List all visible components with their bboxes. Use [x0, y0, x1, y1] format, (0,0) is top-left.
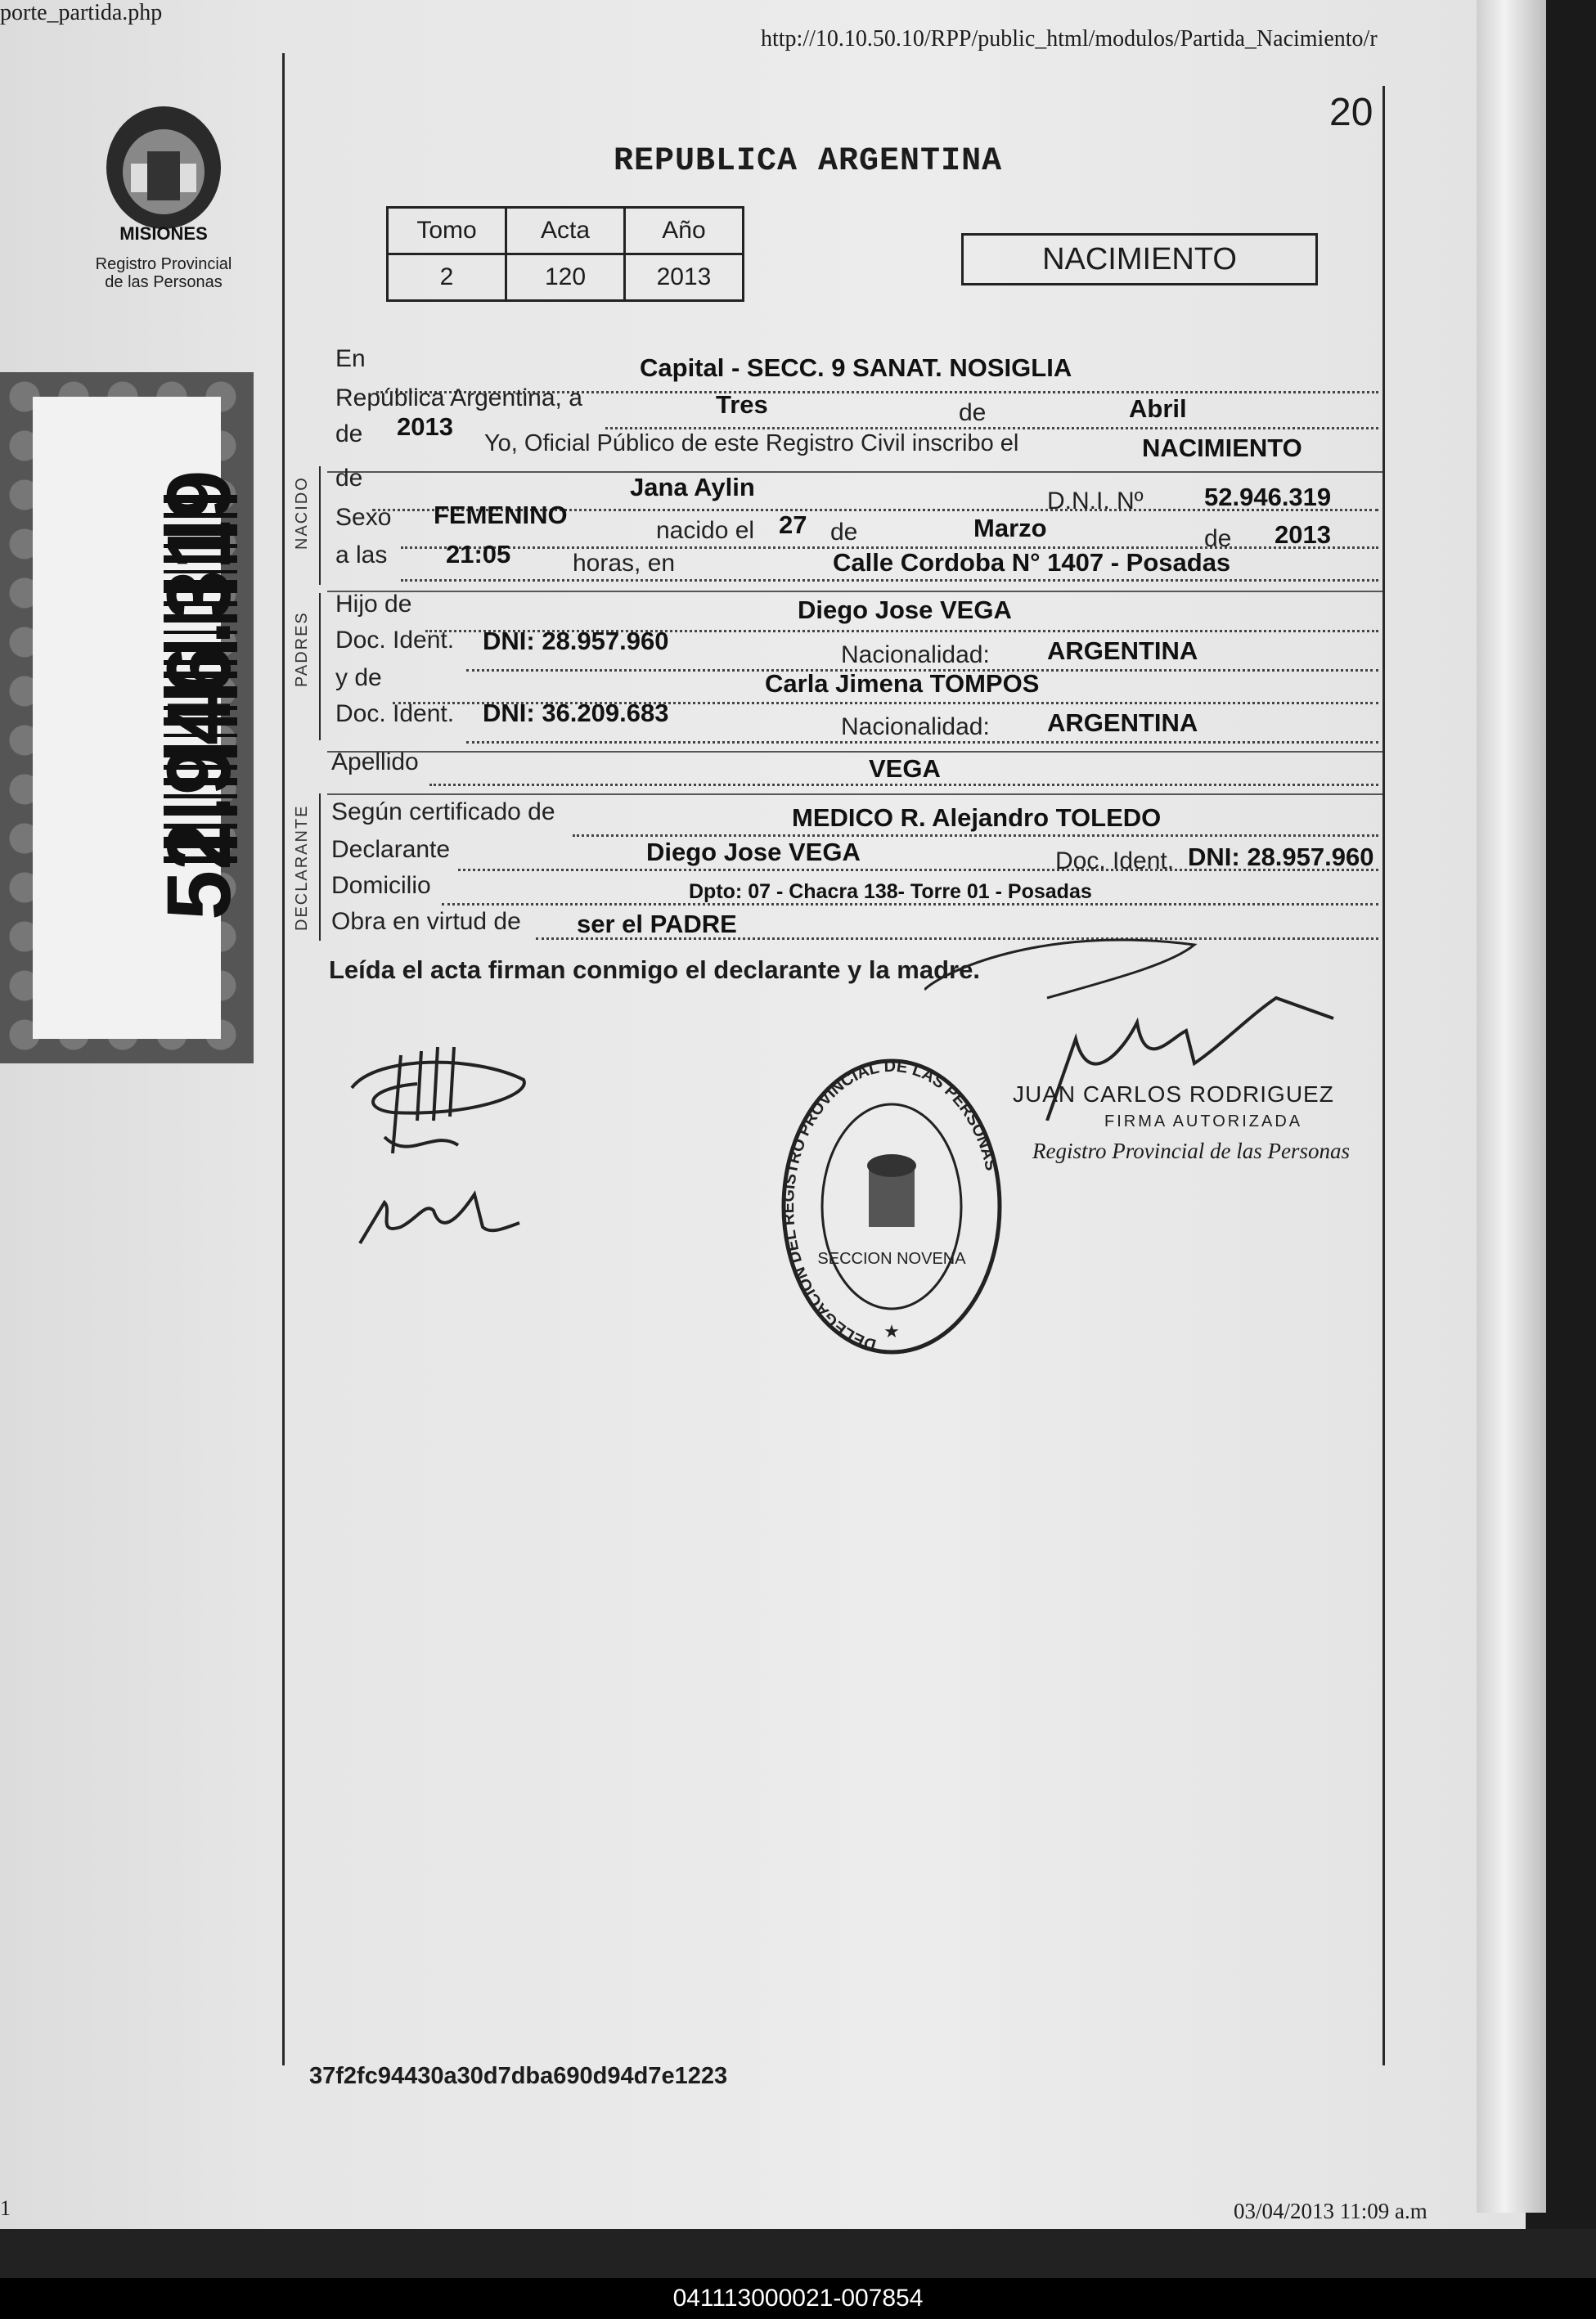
mother-nationality: ARGENTINA	[1047, 708, 1198, 737]
left-margin-line	[282, 53, 285, 2065]
label-segun-certificado: Según certificado de	[331, 798, 555, 825]
binder-edge	[1477, 0, 1546, 2213]
file-name: porte_partida.php	[0, 0, 163, 25]
birth-month: Marzo	[973, 514, 1047, 542]
oficial-text: Yo, Oficial Público de este Registro Civil inscribo el	[484, 430, 1019, 456]
registry-table	[386, 206, 744, 302]
child-name: Jana Aylin	[630, 473, 755, 501]
label-doc-ident-declarant: Doc. Ident.	[1055, 847, 1175, 874]
inscribo-value: NACIMIENTO	[1142, 434, 1302, 462]
footer-strip	[0, 2229, 1596, 2282]
table-cell-acta: 120	[506, 254, 625, 301]
table-cell-anio: 2013	[625, 254, 744, 301]
bracket-nacido	[319, 466, 321, 585]
closing-text: Leída el acta firman conmigo el declarante y la madre.	[329, 955, 980, 984]
dotted-line	[466, 741, 1378, 744]
label-domicilio: Domicilio	[331, 872, 431, 899]
birth-year: 2013	[1275, 520, 1331, 549]
father-name: Diego Jose VEGA	[798, 595, 1012, 624]
right-margin-line	[1382, 86, 1385, 2065]
page-url: http://10.10.50.10/RPP/public_html/modulos/Partida_Nacimiento/r	[761, 26, 1378, 52]
table-header-tomo: Tomo	[388, 208, 506, 254]
section-divider	[327, 751, 1382, 753]
declarant-doc: DNI: 28.957.960	[1188, 843, 1374, 871]
dotted-line	[401, 579, 1378, 582]
label-sexo: Sexo	[335, 504, 392, 531]
stamp-inner-text: SECCION NOVENA	[817, 1250, 966, 1268]
label-y-de: y de	[335, 664, 382, 691]
bracket-declarante	[319, 793, 321, 941]
mother-name: Carla Jimena TOMPOS	[765, 669, 1040, 698]
label-a-las: a las	[335, 542, 388, 569]
footer-code: 041113000021-007854	[0, 2278, 1596, 2319]
surname: VEGA	[869, 754, 941, 783]
label-nacionalidad-father: Nacionalidad:	[841, 641, 990, 668]
father-nationality: ARGENTINA	[1047, 636, 1198, 665]
label-doc-ident-mother: Doc. Ident.	[335, 700, 455, 727]
dotted-line	[573, 834, 1378, 837]
label-apellido: Apellido	[331, 748, 419, 775]
mother-doc: DNI: 36.209.683	[483, 699, 669, 727]
official-role: FIRMA AUTORIZADA	[1104, 1112, 1303, 1130]
barcode-sticker	[0, 372, 254, 1063]
label-nacionalidad-mother: Nacionalidad:	[841, 713, 990, 740]
label-horas-en: horas, en	[573, 550, 676, 577]
birth-time: 21:05	[446, 540, 511, 569]
month-word: Abril	[1129, 394, 1187, 423]
document-hash: 37f2fc94430a30d7dba690d94d7e1223	[309, 2063, 728, 2089]
section-divider	[327, 591, 1382, 592]
page-number: 20	[1329, 91, 1373, 134]
svg-text:★: ★	[883, 1321, 900, 1342]
country-title: REPUBLICA ARGENTINA	[614, 143, 1003, 180]
label-doc-ident-father: Doc. Ident.	[335, 627, 455, 654]
obra-reason: ser el PADRE	[577, 910, 737, 938]
label-de: de	[959, 399, 987, 426]
signature-declarant-icon	[344, 1039, 556, 1268]
svg-text:MISIONES: MISIONES	[119, 223, 208, 244]
institution-name: Registro Provincial de las Personas	[95, 255, 232, 291]
year: 2013	[397, 412, 453, 441]
label-en: En	[335, 345, 366, 372]
official-office: Registro Provincial de las Personas	[1032, 1139, 1350, 1163]
table-cell-tomo: 2	[388, 254, 506, 301]
official-stamp-icon	[777, 1055, 1006, 1366]
label-de-birth-year: de	[1204, 525, 1232, 552]
section-divider	[327, 471, 1382, 473]
child-sexo: FEMENINO	[434, 501, 568, 529]
label-nacido-el: nacido el	[656, 517, 755, 544]
barcode-number: 52.946.319	[149, 470, 250, 920]
section-label-nacido: NACIDO	[293, 476, 311, 550]
registry-seal-icon	[98, 102, 229, 249]
place: Capital - SECC. 9 SANAT. NOSIGLIA	[640, 353, 1072, 382]
table-header-anio: Año	[625, 208, 744, 254]
section-label-padres: PADRES	[293, 611, 311, 687]
official-name: JUAN CARLOS RODRIGUEZ	[1013, 1081, 1334, 1107]
table-header-acta: Acta	[506, 208, 625, 254]
child-dni: 52.946.319	[1204, 483, 1332, 511]
label-de-year: de	[335, 420, 363, 447]
document-type-box: NACIMIENTO	[961, 233, 1318, 285]
declarant-name: Diego Jose VEGA	[646, 838, 861, 866]
birth-day: 27	[779, 510, 807, 539]
label-obra-en-virtud: Obra en virtud de	[331, 908, 521, 935]
bracket-padres	[319, 593, 321, 740]
certificate-issuer: MEDICO R. Alejandro TOLEDO	[792, 803, 1162, 832]
label-de-month: de	[830, 519, 858, 546]
father-doc: DNI: 28.957.960	[483, 627, 669, 655]
day-word: Tres	[716, 390, 768, 419]
dotted-line	[429, 784, 1378, 786]
print-timestamp: 03/04/2013 11:09 a.m	[1234, 2199, 1427, 2223]
stamp-ring-text: DELEGACION DEL REGISTRO PROVINCIAL DE LAS PERSONAS	[780, 1057, 1000, 1354]
label-hijo-de: Hijo de	[335, 591, 412, 618]
section-label-declarante: DECLARANTE	[293, 804, 311, 931]
birth-place: Calle Cordoba N° 1407 - Posadas	[833, 548, 1231, 577]
label-dni: D.N.I. Nº	[1047, 488, 1144, 515]
dotted-line	[605, 427, 1378, 429]
section-divider	[327, 793, 1382, 795]
label-republica: República Argentina, a	[335, 384, 582, 411]
declarant-address: Dpto: 07 - Chacra 138- Torre 01 - Posadas	[689, 880, 1092, 903]
label-de-name: de	[335, 465, 363, 492]
page-marker: 1	[0, 2196, 11, 2220]
label-declarante: Declarante	[331, 836, 451, 863]
